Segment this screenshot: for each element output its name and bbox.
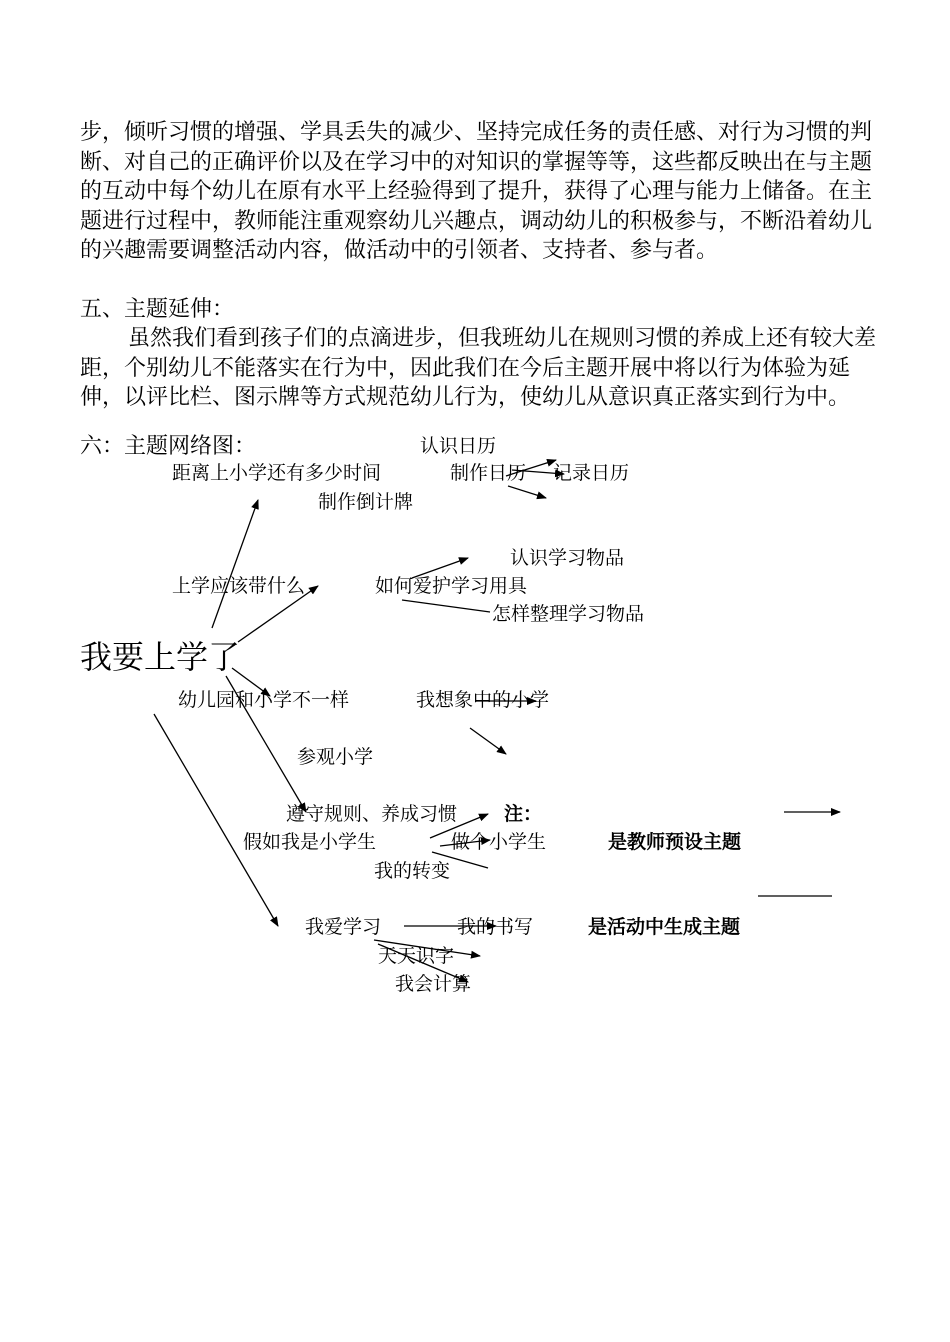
legend-generated-label: 是活动中生成主题 bbox=[588, 916, 741, 938]
node-zhengli: 怎样整理学习物品 bbox=[492, 603, 645, 625]
section-heading-extension: 五、主题延伸： bbox=[80, 297, 235, 322]
line-aihu-to-zhengli bbox=[402, 600, 490, 612]
node-jiaru: 假如我是小学生 bbox=[243, 831, 377, 853]
node-canguan: 参观小学 bbox=[297, 746, 374, 768]
node-zhuanbian: 我的转变 bbox=[374, 860, 451, 882]
legend-title: 注： bbox=[504, 803, 543, 825]
arrow-root-to-aixuexi bbox=[154, 714, 278, 926]
node-daojishi: 制作倒计牌 bbox=[318, 491, 414, 513]
node-jisuan: 我会计算 bbox=[395, 973, 472, 995]
node-xiangxiang: 我想象中的小学 bbox=[416, 689, 550, 711]
node-shangxue-dai: 上学应该带什么 bbox=[172, 575, 306, 597]
paragraph-extension: 虽然我们看到孩子们的点滴进步，但我班幼儿在规则习惯的养成上还有较大差距，个别幼儿不能落实在行为中，因此我们在今后主题开展中将以行为体验为延伸，以评比栏、图示牌等方式规范幼儿行为，使幼儿从意识真正落实到行为中。 bbox=[80, 326, 877, 410]
legend-preset-label: 是教师预设主题 bbox=[608, 831, 742, 853]
node-jilu-rili: 记录日历 bbox=[553, 462, 630, 484]
section-heading-network: 六：主题网络图： bbox=[80, 434, 257, 459]
node-aihu: 如何爱护学习用具 bbox=[375, 575, 528, 597]
arrow-rili-to-daojishi bbox=[508, 486, 546, 498]
node-zhizuo-rili: 制作日历 bbox=[450, 462, 527, 484]
node-juli: 距离上小学还有多少时间 bbox=[172, 462, 382, 484]
node-renshi-wupin: 认识学习物品 bbox=[510, 547, 625, 569]
node-renshi-rili: 认识日历 bbox=[420, 435, 497, 457]
node-zuoge: 做个小学生 bbox=[451, 831, 547, 853]
node-zunshou: 遵守规则、养成习惯 bbox=[286, 803, 458, 825]
node-buyiyang: 幼儿园和小学不一样 bbox=[178, 689, 350, 711]
network-root: 我要上学了 bbox=[80, 638, 241, 676]
node-aixuexi: 我爱学习 bbox=[305, 916, 382, 938]
arrow-root-to-juli bbox=[212, 500, 258, 628]
arrow-xiangxiang-to-canguan bbox=[470, 728, 506, 754]
node-shizi: 天天识字 bbox=[378, 945, 455, 967]
node-shuxie: 我的书写 bbox=[457, 916, 534, 938]
paragraph-summary: 步，倾听习惯的增强、学具丢失的减少、坚持完成任务的责任感、对行为习惯的判断、对自己的正确评价以及在学习中的对知识的掌握等等，这些都反映出在与主题的互动中每个幼儿在原有水平上经验得到了提升，获得了心理与能力上储备。在主题进行过程中，教师能注重观察幼儿兴趣点，调动幼儿的积极参与，不断沿着幼儿的兴趣需要调整活动内容，做活动中的引领者、支持者、参与者。 bbox=[80, 120, 873, 263]
